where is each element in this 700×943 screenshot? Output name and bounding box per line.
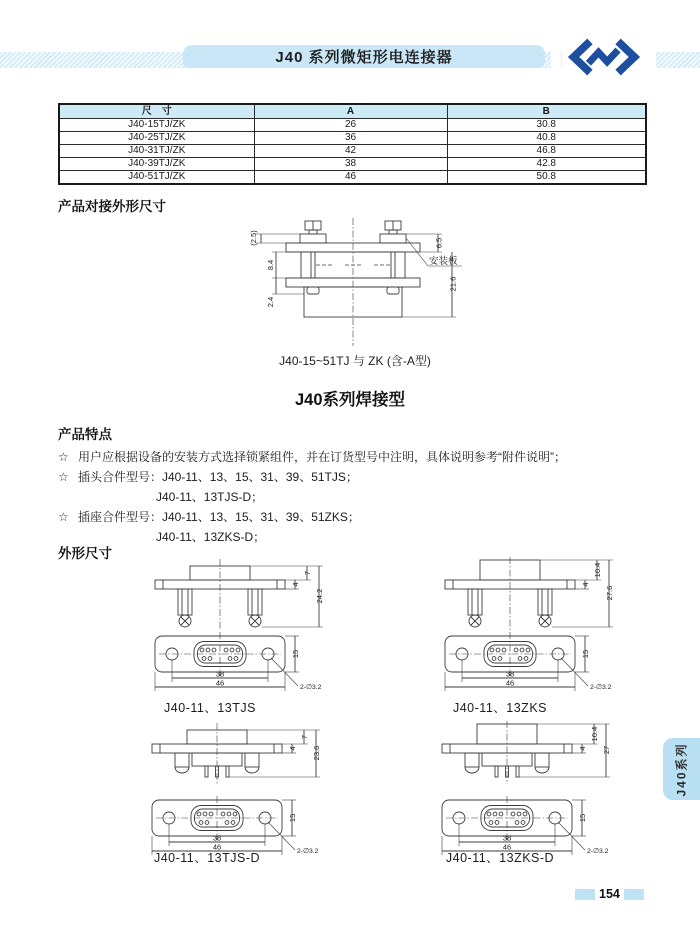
feature-item [58,447,638,467]
hole-callout: 2-∅3.2 [590,684,612,691]
dim-label: 38 [502,833,512,843]
brand-logo [562,36,646,78]
band-gap [644,48,656,74]
dim-label: 15 [291,649,300,659]
cell-a: 36 [254,132,447,145]
cell-b: 40.8 [447,132,646,145]
feature-text: J40-11、13TJS-D； [156,490,264,504]
cell-model: J40-31TJ/ZK [59,145,254,158]
series-index-tab [663,738,700,800]
dim-label: 8.4 [266,259,275,271]
dim-label: 24.2 [315,588,324,604]
page-title: J40 系列微矩形电连接器 [183,45,545,68]
page-footer [575,887,644,901]
dim-label: 21.6 [448,276,458,292]
dim-label: 4 [291,582,300,587]
drawing-caption: J40-11、13TJS-D [153,851,261,865]
feature-text: 插座合件型号：J40-11、13、15、31、39、51ZKS； [78,510,360,524]
section-title-features: 产品特点 [58,427,112,442]
star-icon: ☆ [58,470,69,484]
cell-a: 38 [254,158,447,171]
cell-model: J40-25TJ/ZK [59,132,254,145]
dim-label: 7 [300,734,309,740]
hole-callout: 2-∅3.2 [297,848,319,855]
hole-callout: 2-∅3.2 [300,684,322,691]
dim-label: (2.5) [249,230,258,246]
cell-model: J40-51TJ/ZK [59,171,254,185]
dim-label: 7 [303,570,312,576]
col-header-a: A [254,104,447,119]
dim-label: 46 [215,678,225,688]
dim-label: 4 [581,582,590,587]
table-row [59,158,646,171]
star-icon: ☆ [58,510,69,524]
dim-label: 2.4 [266,296,275,308]
dim-label: 4 [288,746,297,751]
mating-drawing [228,216,478,348]
series-index-label: J40系列 [675,741,689,797]
cell-a: 42 [254,145,447,158]
col-header-size: 尺 寸 [59,104,254,119]
table-row [59,119,646,132]
page-number: 154 [599,887,620,901]
dim-label: 46 [502,842,512,852]
cell-b: 42.8 [447,158,646,171]
dimension-table [58,103,647,185]
table-header-row [59,104,646,119]
cell-a: 26 [254,119,447,132]
cell-b: 30.8 [447,119,646,132]
dim-label: 38 [212,833,222,843]
mating-caption: J40-15~51TJ 与 ZK (含-A型) [279,354,431,368]
table-row [59,132,646,145]
section-title-mating: 产品对接外形尺寸 [58,199,166,214]
cell-model: J40-15TJ/ZK [59,119,254,132]
feature-text: J40-11、13ZKS-D； [156,530,266,544]
dim-label: 23.6 [312,745,321,761]
feature-list [58,447,638,547]
dim-label: 15 [288,813,297,823]
drawing-caption: J40-11、13ZKS-D [445,851,555,865]
outline-drawing-zks-d [402,720,652,860]
cell-b: 50.8 [447,171,646,185]
feature-text: 插头合件型号：J40-11、13、15、31、39、51TJS； [78,470,358,484]
star-icon: ☆ [58,450,69,464]
feature-item [58,507,638,527]
col-header-b: B [447,104,646,119]
jack-screw-right [380,221,406,243]
hole-callout: 2-∅3.2 [587,848,609,855]
dim-label: 46 [505,678,515,688]
feature-text: 用户应根据设备的安装方式选择锁紧组件，并在订货型号中注明，具体说明参考“附件说明”； [78,450,566,464]
drawing-caption: J40-11、13ZKS [452,701,547,715]
section-title-outline: 外形尺寸 [58,546,112,561]
cell-a: 46 [254,171,447,185]
footer-right-block [624,889,644,900]
mounting-plate-label: 安装板 [429,256,458,267]
band-gap [551,48,561,74]
weld-series-title: J40系列焊接型 [294,391,406,409]
feature-item-continuation [58,487,638,507]
dim-label: 15 [581,649,590,659]
outline-drawing-tjs-d [112,720,362,860]
dim-label: 46 [212,842,222,852]
feature-item [58,467,638,487]
jack-screw-left [300,221,326,243]
dim-label: 15 [578,813,587,823]
cell-b: 46.8 [447,145,646,158]
dim-label: 38 [215,669,225,679]
dim-label: 27 [602,745,611,755]
outline-drawing-zks [405,556,655,696]
angle-bracket-m-logo-icon [565,37,643,77]
outline-drawing-tjs [115,556,365,696]
footer-left-block [575,889,595,900]
table-row [59,171,646,185]
dim-label: 27.6 [605,585,614,601]
dim-label: 4 [578,746,587,751]
cell-model: J40-39TJ/ZK [59,158,254,171]
feature-item-continuation [58,527,638,547]
drawing-caption: J40-11、13TJS [164,701,256,715]
table-row [59,145,646,158]
dim-label: 10.4 [593,562,602,578]
dim-label: 38 [505,669,515,679]
dim-label: 10.4 [590,726,599,742]
dim-label: 6.5 [434,237,444,249]
